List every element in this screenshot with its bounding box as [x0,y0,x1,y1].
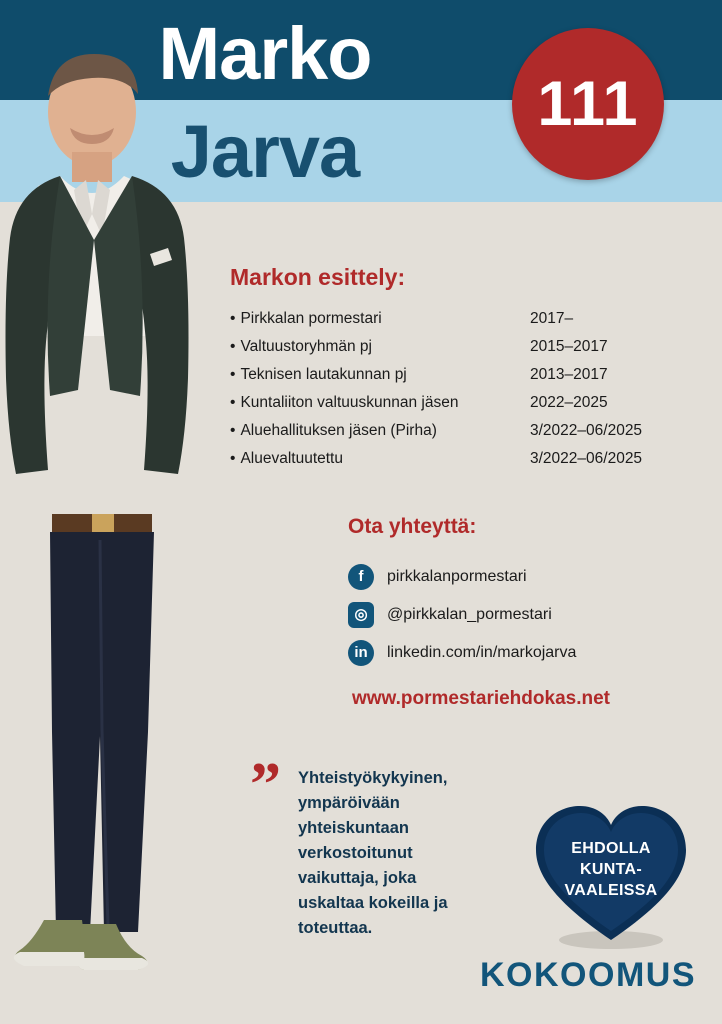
candidate-first-name: Marko [158,12,372,95]
intro-role: • Valtuustoryhmän pj [230,338,372,355]
intro-role: • Kuntaliiton valtuuskunnan jäsen [230,394,459,411]
contact-instagram[interactable] [348,596,688,634]
emblem-line-3: VAALEISSA [564,882,658,899]
bullet-icon: • [230,338,236,355]
intro-years: 2015–2017 [530,338,608,355]
list-item [230,305,700,333]
intro-years: 3/2022–06/2025 [530,422,643,439]
contact-handle: pirkkalanpormestari [387,568,527,585]
intro-years: 2017– [530,310,574,327]
party-wordmark: KOKOOMUS [480,956,696,994]
list-item [230,417,700,445]
quote-text: Yhteistyökykyinen, ympäröivään yhteiskuntaan verkostoitunut vaikuttaja, joka uskaltaa kokeilla ja toteuttaa. [298,769,448,937]
candidate-last-name: Jarva [170,110,360,193]
contact-list [348,558,688,672]
heart-emblem-text [528,838,694,901]
emblem-line-2: KUNTA- [580,861,642,878]
list-item [230,333,700,361]
facebook-icon: f [348,564,374,590]
bullet-icon: • [230,450,236,467]
contact-handle: @pirkkalan_pormestari [387,606,552,623]
contact-linkedin[interactable] [348,634,688,672]
intro-years: 2013–2017 [530,366,608,383]
linkedin-icon: in [348,640,374,666]
list-item [230,445,700,473]
emblem-line-1: EHDOLLA [571,840,651,857]
bullet-icon: • [230,366,236,383]
candidate-number: 111 [537,69,639,139]
intro-role: • Pirkkalan pormestari [230,310,382,327]
contact-title: Ota yhteyttä: [348,515,477,538]
intro-role: • Teknisen lautakunnan pj [230,366,407,383]
bullet-icon: • [230,422,236,439]
intro-years: 2022–2025 [530,394,608,411]
intro-years: 3/2022–06/2025 [530,450,643,467]
instagram-icon: ◎ [348,602,374,628]
contact-handle: linkedin.com/in/markojarva [387,644,577,661]
bullet-icon: • [230,394,236,411]
list-item [230,361,700,389]
bullet-icon: • [230,310,236,327]
website-link[interactable]: www.pormestariehdokas.net [352,688,610,709]
intro-role: • Aluevaltuutettu [230,450,343,467]
list-item [230,389,700,417]
contact-facebook[interactable] [348,558,688,596]
intro-role: • Aluehallituksen jäsen (Pirha) [230,422,437,439]
intro-title: Markon esittely: [230,264,406,290]
quote-mark-icon: ” [250,751,277,819]
intro-list [230,305,700,473]
